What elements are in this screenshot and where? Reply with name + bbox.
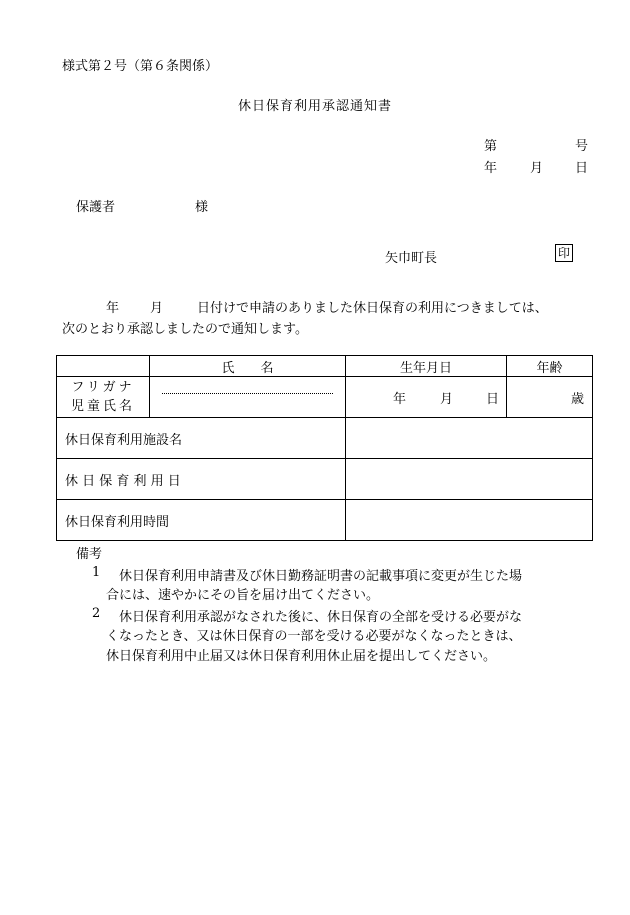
child-name-cell[interactable] bbox=[150, 377, 346, 418]
body-month-label: 月 bbox=[150, 301, 164, 316]
header-blank-cell bbox=[57, 356, 150, 377]
number-suffix: 号 bbox=[575, 139, 589, 154]
table-row bbox=[57, 377, 593, 418]
guardian-honorific: 様 bbox=[195, 200, 209, 215]
remark-1-line1: 休日保育利用申請書及び休日勤務証明書の記載事項に変更が生じた場 bbox=[119, 569, 523, 584]
issue-day-label: 日 bbox=[575, 161, 589, 176]
furigana-label: フリガナ bbox=[71, 380, 135, 395]
usage-date-label-cell: 休 日 保 育 利 用 日 bbox=[57, 459, 346, 500]
body-year-label: 年 bbox=[106, 301, 120, 316]
child-label-cell bbox=[57, 377, 150, 418]
remarks-heading: 備考 bbox=[76, 547, 103, 562]
header-age-cell: 年齢 bbox=[507, 356, 593, 377]
usage-date-value-cell[interactable] bbox=[346, 459, 593, 500]
remark-2-line3: 休日保育利用中止届又は休日保育利用休止届を提出してください。 bbox=[106, 649, 497, 664]
furigana-dotted-line bbox=[162, 393, 333, 394]
remark-2-line1: 休日保育利用承認がなされた後に、休日保育の全部を受ける必要がな bbox=[119, 610, 523, 625]
child-name-label: 児童氏名 bbox=[70, 399, 135, 414]
facility-label-cell: 休日保育利用施設名 bbox=[57, 418, 346, 459]
header-birthdate-cell: 生年月日 bbox=[346, 356, 507, 377]
table-row bbox=[57, 500, 593, 541]
form-number-label: 様式第２号（第６条関係） bbox=[62, 59, 219, 74]
guardian-label: 保護者 bbox=[76, 200, 116, 215]
usage-time-label-cell: 休日保育利用時間 bbox=[57, 500, 346, 541]
header-name-cell: 氏 名 bbox=[150, 356, 346, 377]
child-info-table bbox=[56, 355, 593, 541]
remark-1-number: 1 bbox=[92, 565, 101, 580]
age-cell[interactable] bbox=[507, 377, 593, 418]
birth-month-label: 月 bbox=[440, 392, 454, 407]
birthdate-cell[interactable] bbox=[346, 377, 507, 418]
body-line1-text: 日付けで申請のありました休日保育の利用につきましては、 bbox=[197, 301, 548, 316]
age-unit-label: 歳 bbox=[570, 391, 584, 407]
usage-time-value-cell[interactable] bbox=[346, 500, 593, 541]
table-header-row bbox=[57, 356, 593, 377]
seal-mark: 印 bbox=[555, 244, 573, 262]
table-row bbox=[57, 459, 593, 500]
facility-value-cell[interactable] bbox=[346, 418, 593, 459]
remark-2-number: 2 bbox=[92, 606, 101, 621]
remark-2-line2: くなったとき、又は休日保育の一部を受ける必要がなくなったときは、 bbox=[106, 629, 522, 644]
body-line2-text: 次のとおり承認しましたので通知します。 bbox=[62, 322, 308, 337]
number-prefix: 第 bbox=[484, 139, 498, 154]
issue-month-label: 月 bbox=[530, 161, 544, 176]
issue-year-label: 年 bbox=[484, 161, 498, 176]
birth-day-label: 日 bbox=[486, 392, 500, 407]
birth-year-label: 年 bbox=[393, 392, 407, 407]
remark-1-line2: 合には、速やかにその旨を届け出てください。 bbox=[106, 588, 380, 603]
table-row bbox=[57, 418, 593, 459]
mayor-label: 矢巾町長 bbox=[385, 251, 438, 266]
document-title: 休日保育利用承認通知書 bbox=[237, 99, 392, 114]
